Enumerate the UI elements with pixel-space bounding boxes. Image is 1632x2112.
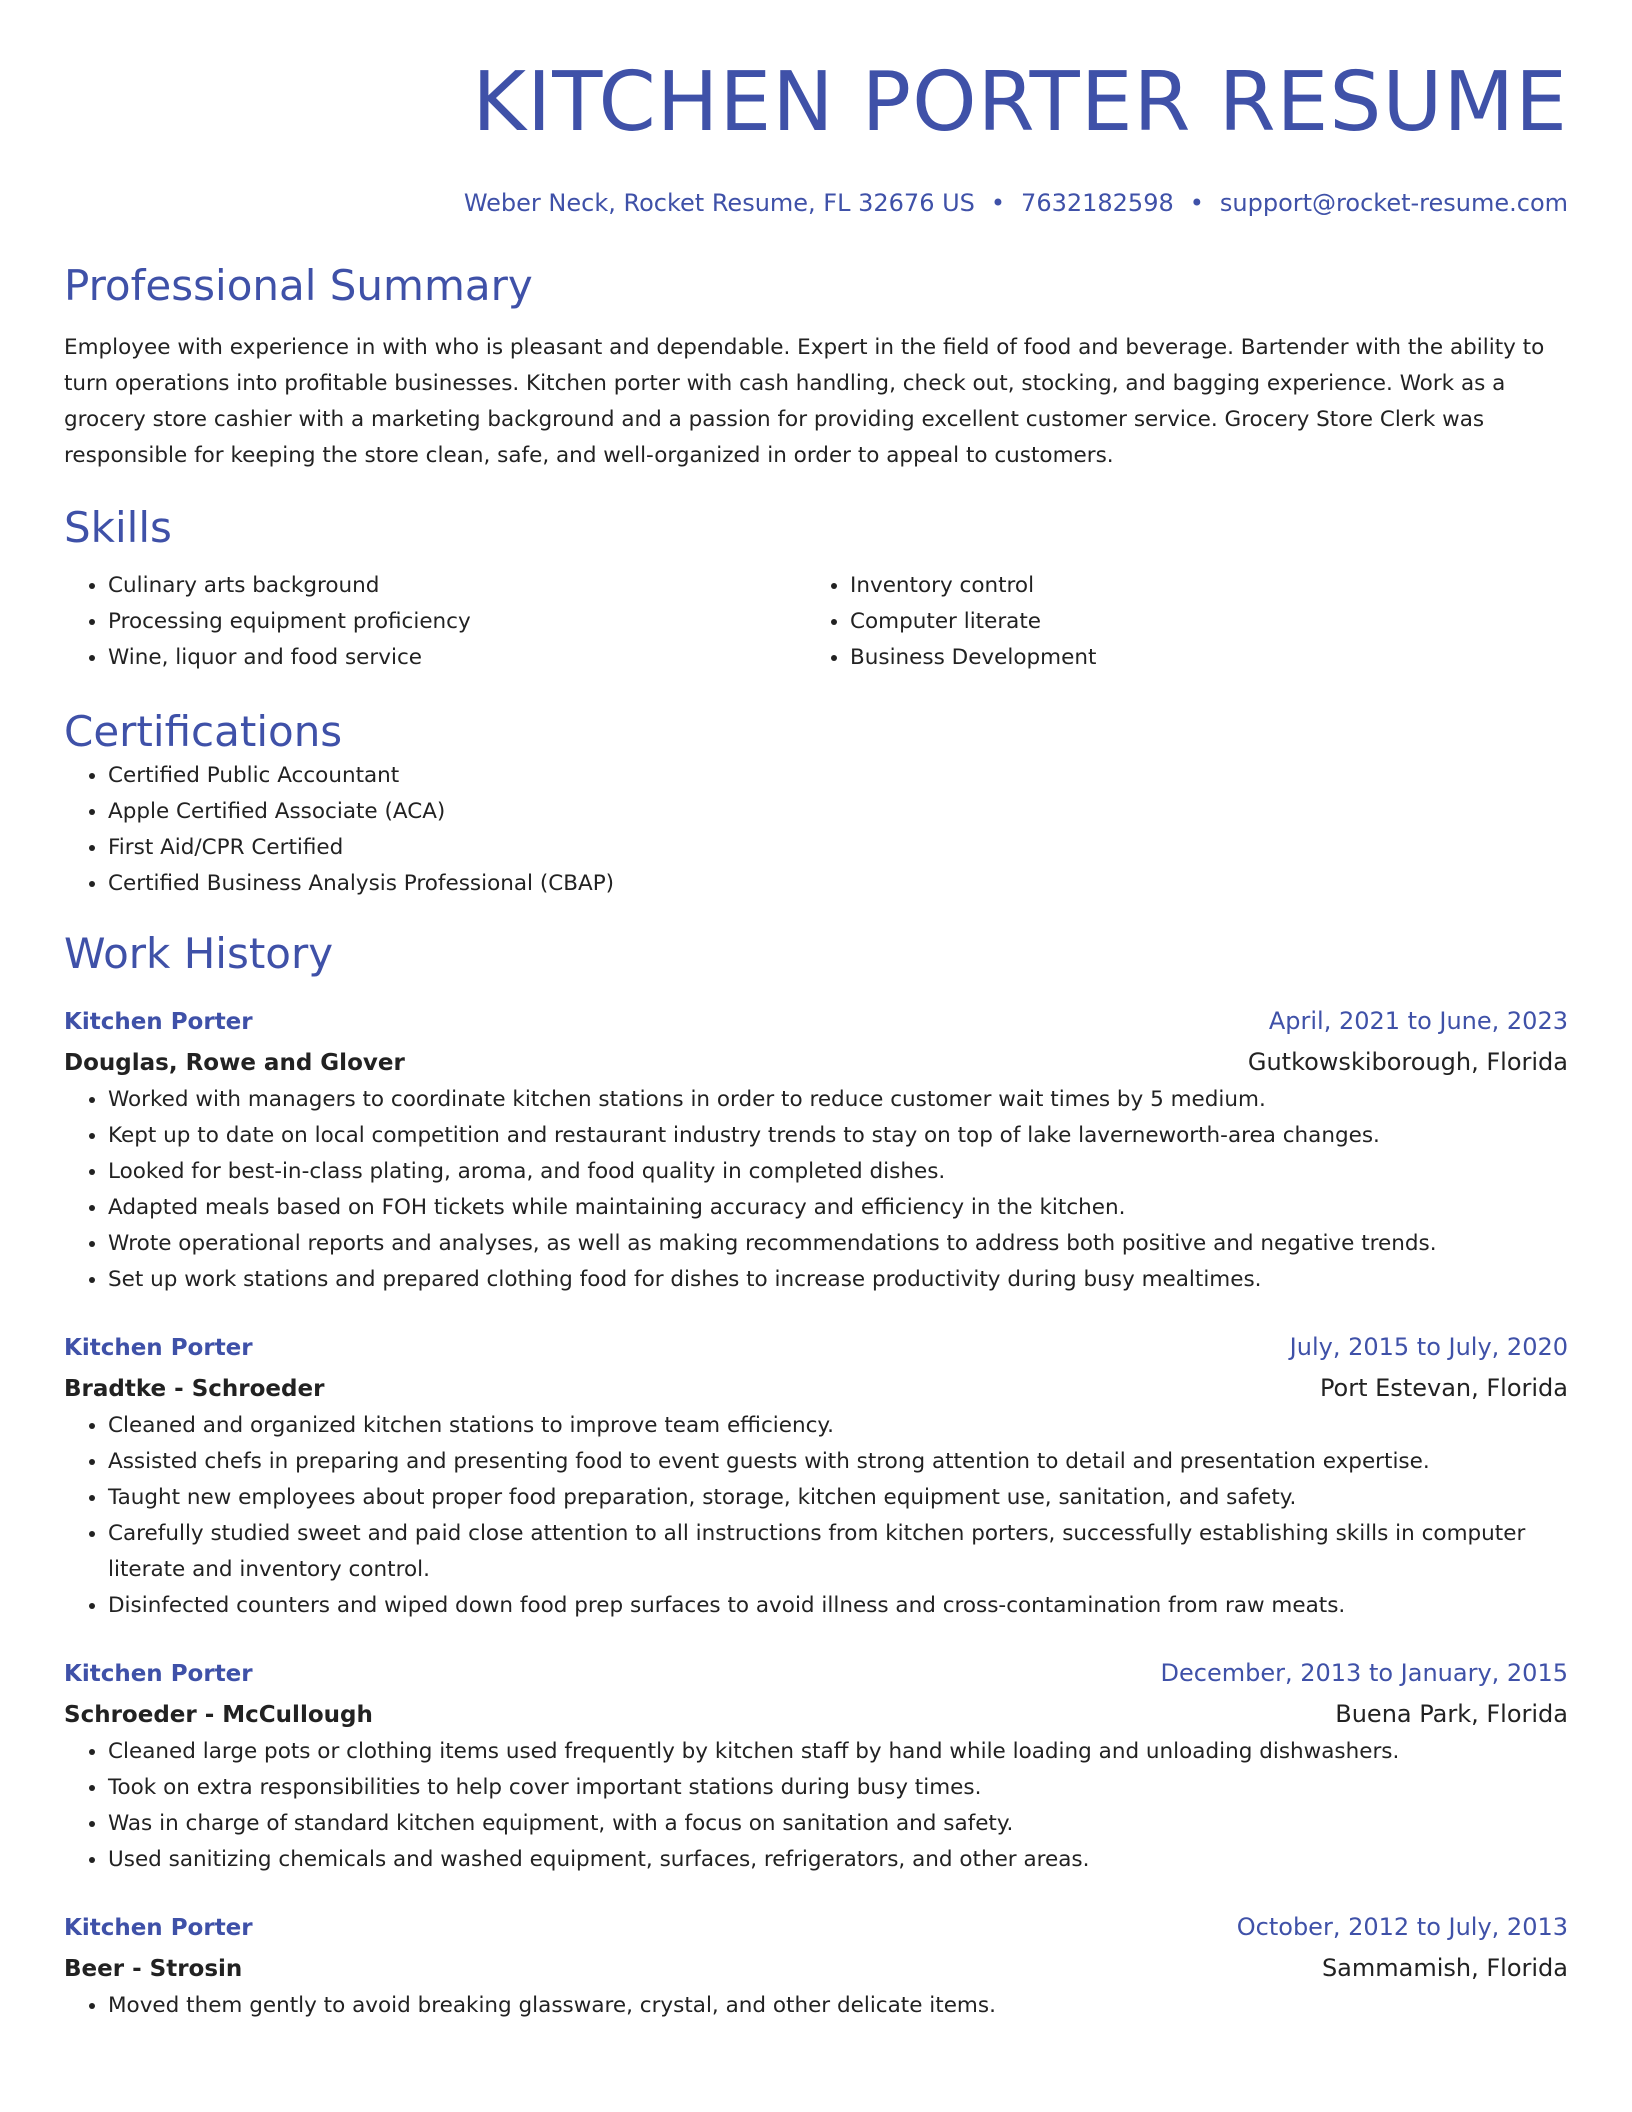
contact-separator: • [990, 189, 1006, 217]
job-bullet: • Carefully studied sweet and paid close attention to all instructions from kitchen porters, successfully establishing skills in computer literate and inventory control. [108, 1516, 1568, 1588]
job-bullet: • Worked with managers to coordinate kitchen stations in order to reduce customer wait times by 5 medium. [108, 1082, 1568, 1118]
job-location: Buena Park, Florida [1335, 1700, 1568, 1728]
job-entry [64, 1328, 1568, 1624]
job-company: Bradtke - Schroeder [64, 1376, 325, 1402]
job-bullet-list [64, 1734, 1568, 1878]
job-bullet: • Moved them gently to avoid breaking glassware, crystal, and other delicate items. [108, 1988, 1568, 2024]
job-location: Gutkowskiborough, Florida [1247, 1048, 1568, 1076]
summary-text: Employee with experience in with who is pleasant and dependable. Expert in the field of food and beverage. Bartender with the ability to turn operations into profitable businesses. Kitchen porter with cash handling, check out, stocking, and bagging experience. Work as a grocery store cashier with a marketing background and a passion for providing excellent customer service. Grocery Store Clerk was responsible for keeping the store clean, safe, and well-organized in order to appeal to customers. [64, 335, 1545, 468]
job-subheader [64, 1949, 1568, 1988]
skill-item: • Processing equipment proficiency [108, 604, 806, 640]
skill-item: • Wine, liquor and food service [108, 640, 806, 676]
skills-column-left [64, 568, 806, 676]
job-bullet: • Took on extra responsibilities to help cover important stations during busy times. [108, 1770, 1568, 1806]
job-company: Schroeder - McCullough [64, 1702, 373, 1728]
job-bullet: • Disinfected counters and wiped down food prep surfaces to avoid illness and cross-contamination from raw meats. [108, 1588, 1568, 1624]
job-role: Kitchen Porter [64, 1661, 253, 1687]
job-header [64, 1908, 1568, 1947]
skill-item: • Culinary arts background [108, 568, 806, 604]
skills-column-right [806, 568, 1548, 676]
job-bullet: • Kept up to date on local competition and restaurant industry trends to stay on top of lake laverneworth-area changes. [108, 1118, 1568, 1154]
job-bullet: • Used sanitizing chemicals and washed equipment, surfaces, refrigerators, and other areas. [108, 1842, 1568, 1878]
job-company: Douglas, Rowe and Glover [64, 1050, 405, 1076]
job-bullet: • Assisted chefs in preparing and presenting food to event guests with strong attention to detail and presentation expertise. [108, 1444, 1568, 1480]
skill-item: • Business Development [850, 640, 1548, 676]
job-location: Sammamish, Florida [1321, 1954, 1568, 1982]
job-role: Kitchen Porter [64, 1009, 253, 1035]
contact-email[interactable]: support@rocket-resume.com [1219, 189, 1568, 217]
job-bullet: • Adapted meals based on FOH tickets while maintaining accuracy and efficiency in the kitchen. [108, 1190, 1568, 1226]
resume-page [64, 0, 1568, 2024]
certification-item: • Apple Certified Associate (ACA) [108, 794, 1568, 830]
work-history-heading: Work History [64, 929, 334, 978]
job-header [64, 1002, 1568, 1041]
certifications-list [64, 758, 1568, 902]
job-dates: July, 2015 to July, 2020 [1289, 1333, 1568, 1361]
job-bullet: • Looked for best-in-class plating, aroma, and food quality in completed dishes. [108, 1154, 1568, 1190]
skills-list-right [806, 568, 1548, 676]
job-subheader [64, 1369, 1568, 1408]
job-dates: October, 2012 to July, 2013 [1236, 1913, 1568, 1941]
job-location: Port Estevan, Florida [1319, 1374, 1568, 1402]
skills-section [64, 502, 1568, 676]
job-entry [64, 1002, 1568, 1298]
job-bullet-list [64, 1408, 1568, 1624]
job-subheader [64, 1043, 1568, 1082]
resume-title: KITCHEN PORTER RESUME [472, 55, 1568, 150]
skill-item: • Inventory control [850, 568, 1548, 604]
skills-grid [64, 568, 1568, 676]
job-dates: April, 2021 to June, 2023 [1268, 1007, 1568, 1035]
job-dates: December, 2013 to January, 2015 [1160, 1659, 1568, 1687]
job-entry [64, 1908, 1568, 2024]
contact-separator: • [1189, 189, 1204, 217]
certifications-section [64, 706, 1568, 902]
certification-item: • Certified Public Accountant [108, 758, 1568, 794]
job-bullet-list [64, 1988, 1568, 2024]
contact-line [64, 188, 1568, 218]
skills-list-left [64, 568, 806, 676]
job-bullet: • Cleaned large pots or clothing items used frequently by kitchen staff by hand while loading and unloading dishwashers. [108, 1734, 1568, 1770]
certifications-heading: Certifications [64, 707, 343, 756]
skills-heading: Skills [64, 503, 172, 552]
summary-heading: Professional Summary [64, 261, 533, 310]
job-bullet: • Set up work stations and prepared clothing food for dishes to increase productivity during busy mealtimes. [108, 1262, 1568, 1298]
summary-section [64, 260, 1568, 474]
job-header [64, 1328, 1568, 1367]
job-subheader [64, 1695, 1568, 1734]
job-role: Kitchen Porter [64, 1915, 253, 1941]
contact-phone: 7632182598 [1021, 189, 1174, 217]
certification-item: • Certified Business Analysis Professional (CBAP) [108, 866, 1568, 902]
job-bullet: • Wrote operational reports and analyses, as well as making recommendations to address both positive and negative trends. [108, 1226, 1568, 1262]
job-role: Kitchen Porter [64, 1335, 253, 1361]
work-history-section [64, 928, 1568, 2024]
contact-address: Weber Neck, Rocket Resume, FL 32676 US [463, 189, 975, 217]
job-bullet: • Was in charge of standard kitchen equipment, with a focus on sanitation and safety. [108, 1806, 1568, 1842]
skill-item: • Computer literate [850, 604, 1548, 640]
job-bullet: • Taught new employees about proper food preparation, storage, kitchen equipment use, sanitation, and safety. [108, 1480, 1568, 1516]
job-bullet-list [64, 1082, 1568, 1298]
job-company: Beer - Strosin [64, 1956, 243, 1982]
resume-header [64, 0, 1568, 218]
certification-item: • First Aid/CPR Certified [108, 830, 1568, 866]
job-bullet: • Cleaned and organized kitchen stations to improve team efficiency. [108, 1408, 1568, 1444]
job-entry [64, 1654, 1568, 1878]
job-header [64, 1654, 1568, 1693]
